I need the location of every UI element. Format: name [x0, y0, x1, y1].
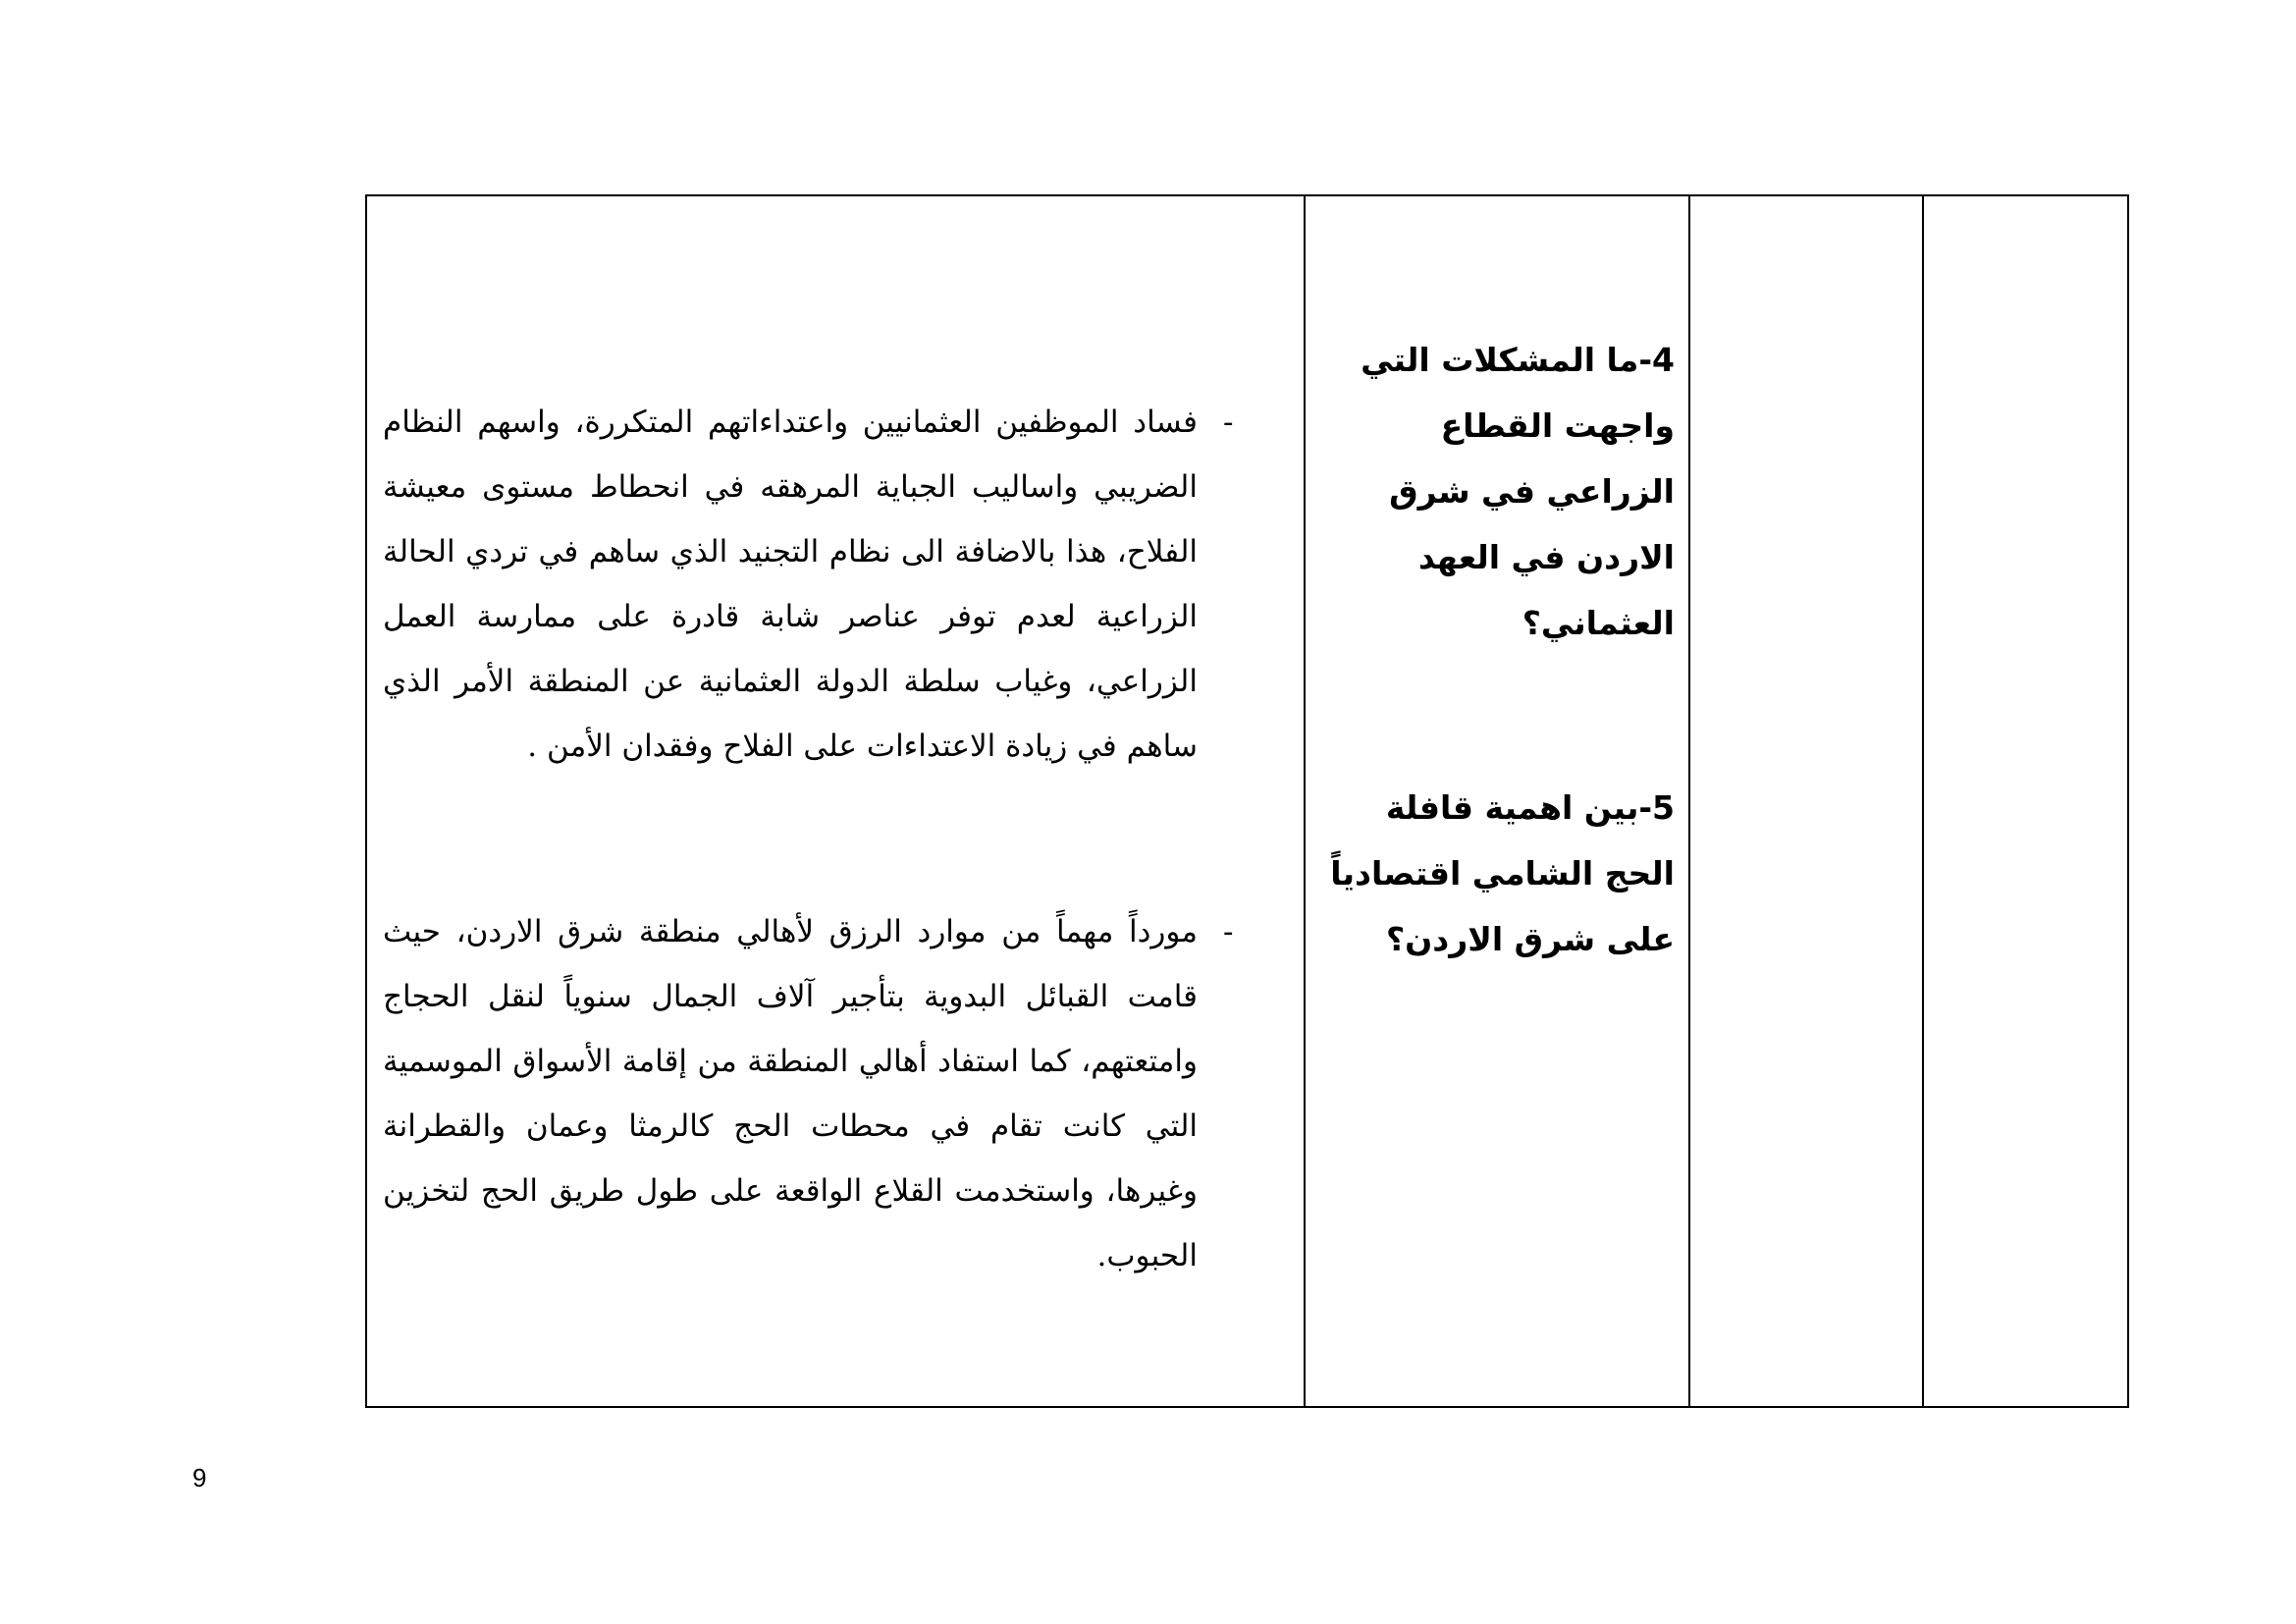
question-5: 5-بين اهمية قافلة الحج الشامي اقتصادياً على شرق الاردن؟ — [1330, 788, 1675, 958]
answer-5-bullet: - — [1223, 914, 1234, 949]
page-number: 9 — [192, 1463, 207, 1492]
question-4: 4-ما المشكلات التي واجهت القطاع الزراعي في شرق الاردن في العهد العثماني؟ — [1361, 341, 1675, 642]
answer-4: فساد الموظفين العثمانيين واعتداءاتهم المتكررة، واسهم النظام الضريبي واساليب الجباية المرهقه في انحطاط مستوى معيشة الفلاح، هذا بالاضافة الى نظام التجنيد الذي ساهم في تردي الحالة الزراعية لعدم توفر عناصر شابة قادرة على ممارسة العمل الزراعي، وغياب سلطة الدولة العثمانية عن المنطقة الأمر الذي ساهم في زيادة الاعتداءات على الفلاح وفقدان الأمن . — [383, 405, 1198, 764]
empty-cell-mark — [1690, 196, 1922, 1406]
answer-5: مورداً مهماً من موارد الرزق لأهالي منطقة شرق الاردن، حيث قامت القبائل البدوية بتأجير آلاف الجمال سنوياً لنقل الحجاج وامتعتهم، كما استفاد أهالي المنطقة من إقامة الأسواق الموسمية التي كانت تقام في محطات الحج كالرمثا وعمان والقطرانة وغيرها، واستخدمت القلاع الواقعة على طول طريق الحج لتخزين الحبوب. — [383, 914, 1198, 1273]
qa-table — [365, 194, 2129, 1408]
column-divider — [1304, 196, 1306, 1406]
empty-cell-number — [1924, 196, 2129, 1406]
answer-4-bullet: - — [1223, 405, 1234, 440]
